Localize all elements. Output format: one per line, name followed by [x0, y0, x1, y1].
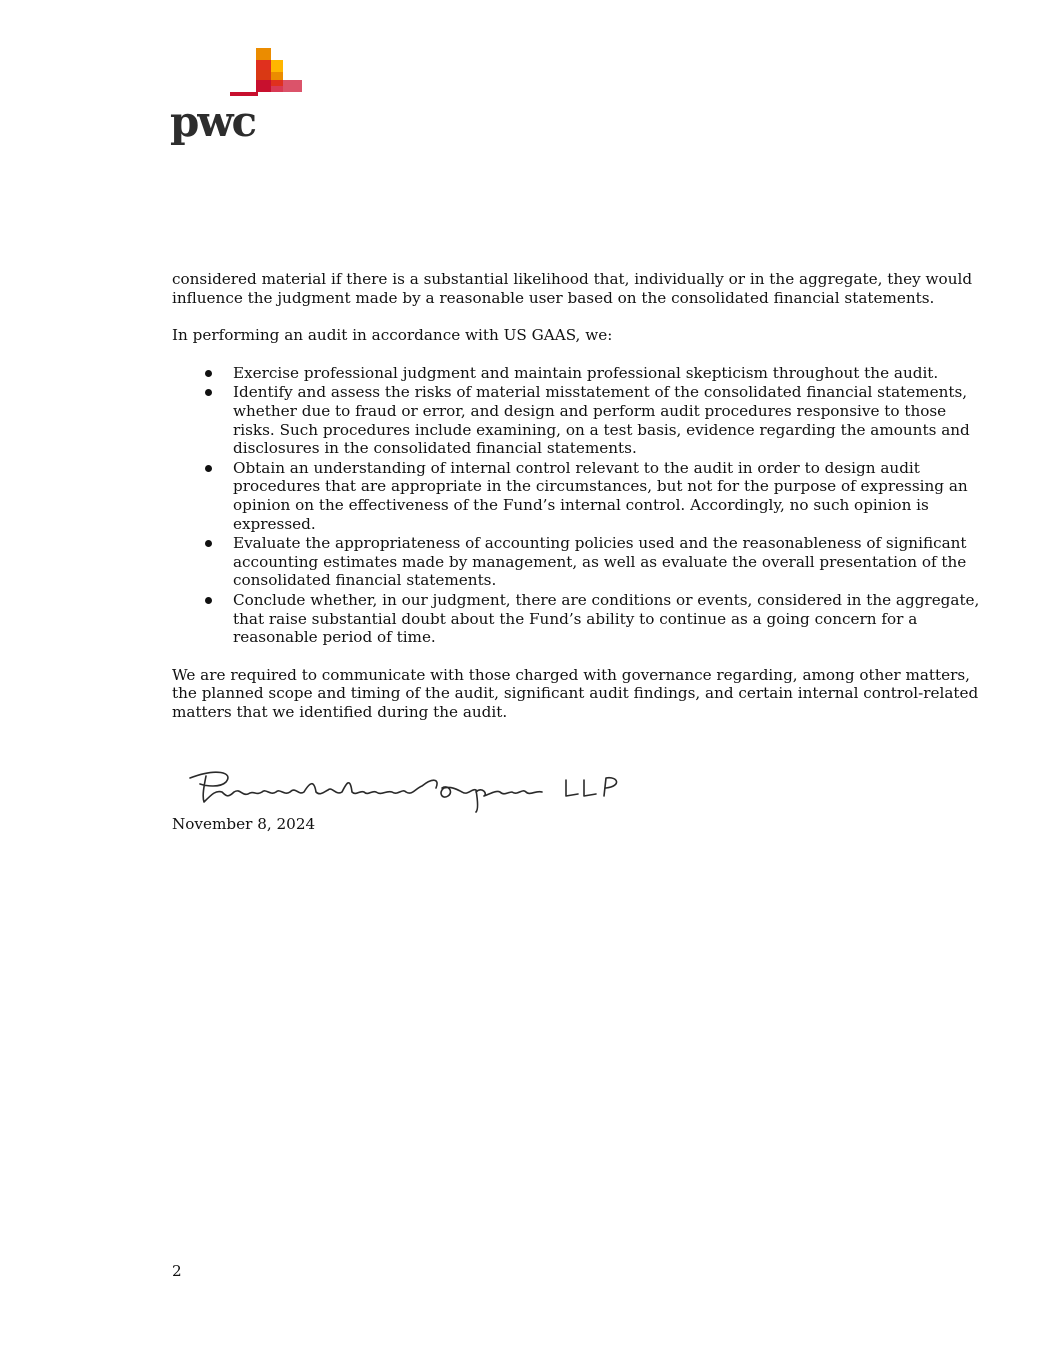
list-item: Identify and assess the risks of material misstatement of the consolidated financial statements, whether due to fraud or error, and design and perform audit procedures responsive to those risks. Such procedures include examining, on a test basis, evidence regarding the amounts and disclosures in the consolidated financial statements.	[172, 383, 984, 457]
page-number: 2	[172, 1262, 182, 1280]
list-item: Obtain an understanding of internal control relevant to the audit in order to design audit procedures that are appropriate in the circumstances, but not for the purpose of expressing an opinion on the effectiveness of the Fund’s internal control. Accordingly, no such opinion is expressed.	[172, 459, 984, 533]
pwc-logo-mark	[230, 48, 302, 96]
report-date: November 8, 2024	[172, 815, 316, 833]
signature	[186, 766, 641, 814]
list-item: Evaluate the appropriateness of accounting policies used and the reasonableness of significant accounting estimates made by management, as well as evaluate the overall presentation of the consolidated financial statements.	[172, 534, 984, 590]
list-item: Conclude whether, in our judgment, there are conditions or events, considered in the aggregate, that raise substantial doubt about the Fund’s ability to continue as a going concern for a reasonable period of time.	[172, 591, 984, 647]
audit-procedures-list	[172, 364, 984, 647]
list-item: Exercise professional judgment and maintain professional skepticism throughout the audit.	[172, 364, 984, 383]
paragraph-lead: In performing an audit in accordance with US GAAS, we:	[172, 326, 613, 345]
paragraph-intro: considered material if there is a substantial likelihood that, individually or in the aggregate, they would influence the judgment made by a reasonable user based on the consolidated financial statements.	[172, 270, 973, 307]
paragraph-closing: We are required to communicate with those charged with governance regarding, among other matters, the planned scope and timing of the audit, significant audit findings, and certain internal control-related matters that we identified during the audit.	[172, 665, 979, 721]
report-body	[172, 270, 984, 721]
pwc-logo	[170, 46, 310, 152]
pwc-logo-text: pwc	[170, 97, 256, 146]
